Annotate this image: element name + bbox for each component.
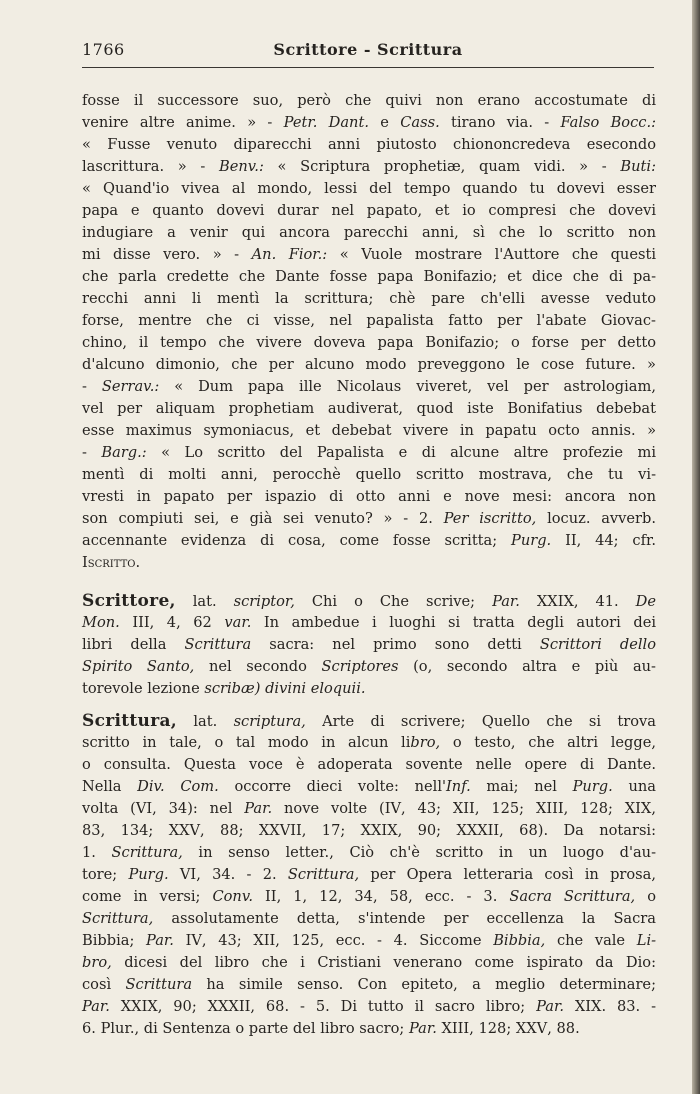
text-line: Scrittura, assolutamente detta, s'intende per eccellenza la Sacra (82, 910, 656, 927)
header-rule (82, 67, 654, 68)
text-line: accennante evidenza di cosa, come fosse scritta; Purg. II, 44; cfr. (82, 532, 656, 549)
page-number: 1766 (82, 40, 125, 59)
text-line: torevole lezione scribæ) divini eloquii. (82, 680, 366, 697)
text-line: Iscritto. (82, 554, 141, 571)
text-line: vel per aliquam prophetiam audiverat, quod iste Bonifatius debebat (82, 400, 656, 417)
text-line: 83, 134; XXV, 88; XXVII, 17; XXIX, 90; XXXII, 68). Da notarsi: (82, 822, 657, 839)
text-line: Spirito Santo, nel secondo Scriptores (o, secondo altra e più au- (82, 658, 656, 675)
text-line: Scrittore, lat. scriptor, Chi o Che scrive; Par. XXIX, 41. De (82, 591, 656, 611)
text-line: 6. Plur., di Sentenza o parte del libro sacro; Par. XIII, 128; XXV, 88. (82, 1020, 580, 1037)
entry-scrittore (82, 590, 656, 700)
entry-scrittura (82, 710, 656, 1040)
text-line: Nella Div. Com. occorre dieci volte: nell'Inf. mai; nel Purg. una (82, 778, 656, 795)
headword: Scrittore, (82, 591, 176, 611)
text-line: vresti in papato per ispazio di otto anni e nove mesi: ancora non (82, 488, 656, 505)
text-line: tore; Purg. VI, 34. - 2. Scrittura, per Opera letteraria così in prosa, (82, 866, 656, 883)
text-line: mi disse vero. » - An. Fior.: « Vuole mostrare l'Auttore che questi (82, 246, 656, 263)
text-line: che parla credette che Dante fosse papa Bonifazio; et dice che di pa- (82, 268, 656, 285)
text-line: venire altre anime. » - Petr. Dant. e Cass. tirano via. - Falso Bocc.: (82, 114, 656, 131)
text-line: - Serrav.: « Dum papa ille Nicolaus viveret, vel per astrologiam, (82, 378, 656, 395)
page-edge (692, 0, 700, 1094)
text-line: Scrittura, lat. scriptura, Arte di scrivere; Quello che si trova (82, 711, 656, 731)
text-line: son compiuti sei, e già sei venuto? » - 2. Per iscritto, locuz. avverb. (82, 510, 657, 527)
text-line: fosse il successore suo, però che quivi non erano accostumate di (82, 92, 656, 109)
text-line: recchi anni li mentì la scrittura; chè pare ch'elli avesse veduto (82, 290, 656, 307)
entry-continuation (82, 90, 656, 574)
text-line: mentì di molti anni, perocchè quello scritto mostrava, che tu vi- (82, 466, 656, 483)
running-title: Scrittore - Scrittura (273, 40, 463, 59)
text-line: chino, il tempo che vivere doveva papa Bonifazio; o forse per detto (82, 334, 656, 351)
text-line: Par. XXIX, 90; XXXII, 68. - 5. Di tutto il sacro libro; Par. XIX. 83. - (82, 998, 657, 1015)
text-line: Bibbia; Par. IV, 43; XII, 125, ecc. - 4. Siccome Bibbia, che vale Li- (82, 932, 657, 949)
dictionary-body (82, 90, 656, 1040)
text-line: bro, dicesi del libro che i Cristiani venerano come ispirato da Dio: (82, 954, 656, 971)
text-line: scritto in tale, o tal modo in alcun libro, o testo, che altri legge, (82, 734, 656, 751)
running-head (82, 40, 654, 70)
text-line: lascrittura. » - Benv.: « Scriptura prophetiæ, quam vidi. » - Buti: (82, 158, 656, 175)
text-line: esse maximus symoniacus, et debebat vivere in papatu octo annis. » (82, 422, 656, 439)
text-line: come in versi; Conv. II, 1, 12, 34, 58, ecc. - 3. Sacra Scrittura, o (82, 888, 656, 905)
text-line: Mon. III, 4, 62 var. In ambedue i luoghi si tratta degli autori dei (82, 614, 656, 631)
text-line: libri della Scrittura sacra: nel primo sono detti Scrittori dello (82, 636, 656, 653)
headword: Scrittura, (82, 711, 177, 731)
text-line: 1. Scrittura, in senso letter., Ciò ch'è scritto in un luogo d'au- (82, 844, 656, 861)
text-line: o consulta. Questa voce è adoperata sovente nelle opere di Dante. (82, 756, 656, 773)
text-line: così Scrittura ha simile senso. Con epiteto, a meglio determinare; (82, 976, 656, 993)
text-line: d'alcuno dimonio, che per alcuno modo preveggono le cose future. » (82, 356, 656, 373)
text-line: forse, mentre che ci visse, nel papalista fatto per l'abate Giovac- (82, 312, 656, 329)
text-line: - Barg.: « Lo scritto del Papalista e di alcune altre profezie mi (82, 444, 656, 461)
text-line: « Fusse venuto diparecchi anni piutosto chiononcredeva esecondo (82, 136, 656, 153)
text-line: volta (VI, 34): nel Par. nove volte (IV, 43; XII, 125; XIII, 128; XIX, (82, 800, 656, 817)
text-line: papa e quanto dovevi durar nel papato, et io compresi che dovevi (82, 202, 656, 219)
text-line: « Quand'io vivea al mondo, lessi del tempo quando tu dovevi esser (82, 180, 656, 197)
text-line: indugiare a venir qui ancora parecchi anni, sì che lo scritto non (82, 224, 656, 241)
